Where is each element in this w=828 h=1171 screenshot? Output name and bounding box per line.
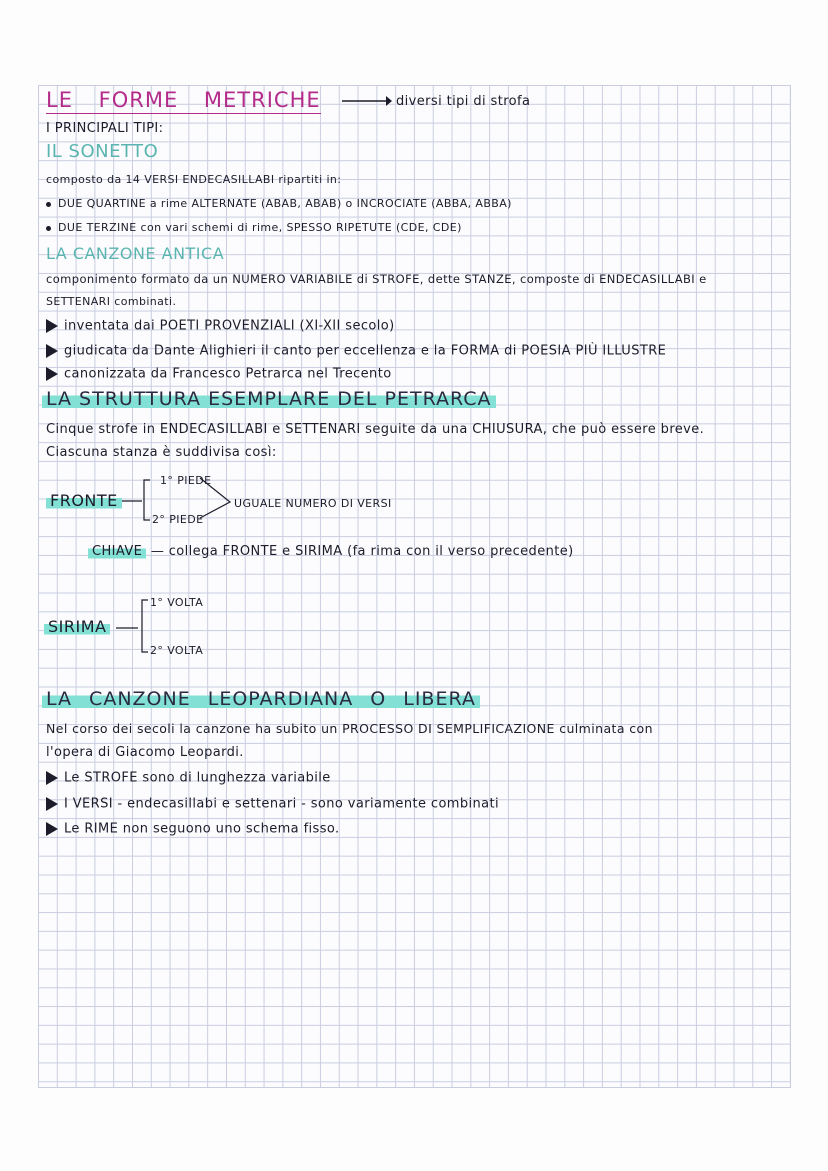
canzone-antica-line-2: SETTENARI combinati. [46, 295, 177, 308]
chiave-line [88, 545, 574, 558]
chiave-label: CHIAVE [88, 544, 146, 559]
bullet-text: DUE QUARTINE a rime ALTERNATE (ABAB, ABAB) o INCROCIATE (ABBA, ABBA) [58, 197, 512, 210]
bullet-text: DUE TERZINE con vari schemi di rime, SPESSO RIPETUTE (CDE, CDE) [58, 221, 462, 234]
leopardiana-point-3 [46, 822, 340, 836]
canzone-antica-heading: LA CANZONE ANTICA [46, 244, 225, 263]
sirima-label: SIRIMA [44, 619, 110, 635]
piede-1: 1° PIEDE [160, 474, 212, 487]
leopardiana-point-2 [46, 797, 499, 811]
petrarca-line-2: Ciascuna stanza è suddivisa così: [46, 445, 277, 460]
sonetto-line: composto da 14 VERSI ENDECASILLABI ripartiti in: [46, 173, 342, 186]
leopardiana-line-2: l'opera di Giacomo Leopardi. [46, 745, 244, 760]
piede-2: 2° PIEDE [152, 513, 204, 526]
canzone-antica-point-2 [46, 344, 666, 358]
point-text: Le STROFE sono di lunghezza variabile [64, 770, 331, 786]
bullet-icon [46, 226, 51, 231]
sonetto-bullet-1 [46, 198, 512, 209]
leopardiana-line-1: Nel corso dei secoli la canzone ha subito un PROCESSO DI SEMPLIFICAZIONE culminata con [46, 721, 653, 736]
point-text: I VERSI - endecasillabi e settenari - sono variamente combinati [64, 796, 500, 812]
petrarca-heading: LA STRUTTURA ESEMPLARE DEL PETRARCA [42, 390, 496, 409]
leopardiana-heading: LA CANZONE LEOPARDIANA O LIBERA [42, 690, 480, 709]
volta-1: 1° VOLTA [150, 596, 204, 609]
sonetto-heading: IL SONETTO [46, 141, 159, 162]
title-arrow-note: diversi tipi di strofa [396, 94, 531, 109]
canzone-antica-point-1 [46, 319, 395, 333]
sonetto-bullet-2 [46, 222, 462, 233]
point-text: Le RIME non seguono uno schema fisso. [64, 821, 340, 837]
arrowhead-icon [46, 367, 58, 381]
fronte-note: UGUALE NUMERO DI VERSI [234, 497, 392, 510]
chiave-text: — collega FRONTE e SIRIMA (fa rima con il verso precedente) [150, 544, 574, 559]
leopardiana-point-1 [46, 771, 331, 785]
arrowhead-icon [46, 797, 58, 811]
arrowhead-icon [46, 771, 58, 785]
grid-paper [38, 85, 791, 1088]
intro-line: I PRINCIPALI TIPI: [46, 121, 164, 136]
point-text: inventata dai POETI PROVENZIALI (XI-XII secolo) [64, 318, 395, 334]
arrowhead-icon [46, 344, 58, 358]
canzone-antica-point-3 [46, 367, 392, 381]
arrowhead-icon [46, 822, 58, 836]
petrarca-line-1: Cinque strofe in ENDECASILLABI e SETTENARI seguite da una CHIUSURA, che può essere breve. [46, 422, 705, 437]
bullet-icon [46, 202, 51, 207]
point-text: canonizzata da Francesco Petrarca nel Trecento [64, 366, 392, 382]
volta-2: 2° VOLTA [150, 644, 204, 657]
arrow-icon [342, 95, 392, 107]
point-text: giudicata da Dante Alighieri il canto per eccellenza e la FORMA di POESIA PIÙ ILLUSTRE [64, 343, 667, 359]
fronte-label: FRONTE [46, 493, 122, 509]
canzone-antica-line-1: componimento formato da un NUMERO VARIABILE di STROFE, dette STANZE, composte di ENDECASILLABI e [46, 272, 707, 286]
arrowhead-icon [46, 319, 58, 333]
page-title: LE FORME METRICHE [46, 88, 321, 112]
